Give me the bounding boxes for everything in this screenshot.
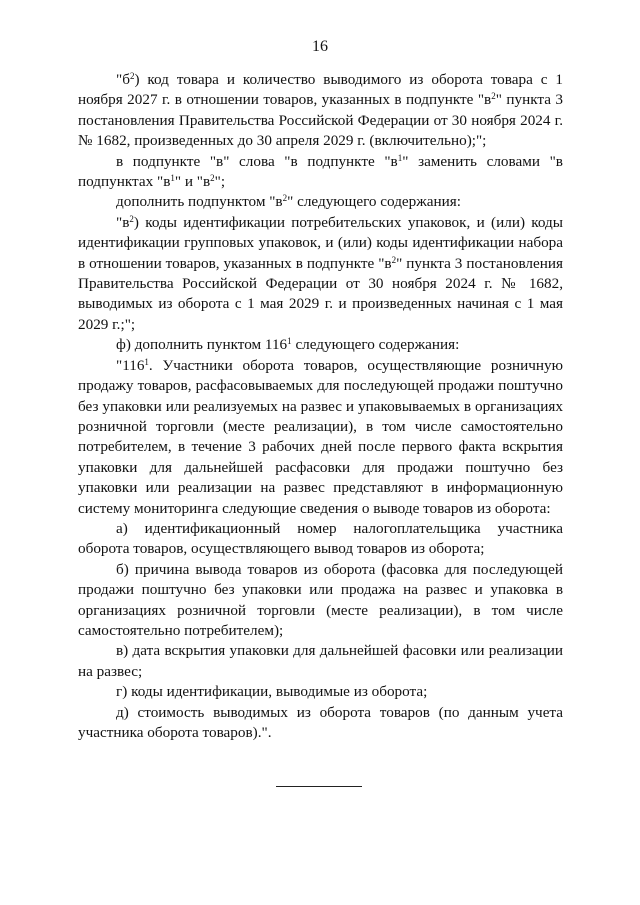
text-run: дополнить подпунктом "в — [116, 193, 283, 211]
superscript: 2 — [210, 173, 215, 184]
paragraph-a — [78, 519, 563, 560]
superscript: 2 — [491, 91, 496, 102]
superscript: 1 — [144, 356, 149, 367]
paragraph-add-v2 — [78, 192, 563, 212]
paragraph-v — [78, 641, 563, 682]
text-run: б) причина вывода товаров из оборота (фасовка для последующей продажи поштучно без упаковки или продажа на развес и упаковка в организациях розничной торговли (месте реализации), в том числе самостоятельно потребителем); — [78, 560, 563, 639]
paragraph-v2 — [78, 213, 563, 335]
paragraph-b2 — [78, 70, 563, 152]
superscript: 2 — [129, 71, 135, 81]
text-run: в) дата вскрытия упаковки для дальнейшей фасовки или реализации на развес; — [78, 642, 563, 680]
text-run: " пункта 3 постановления Правительства Российской Федерации от 30 ноября 2024 г. № 1682, выводимых из оборота с 1 мая 2029 г. и произведенных начиная с 1 мая 2029 г.;"; — [78, 254, 563, 333]
text-run: "в — [116, 213, 130, 231]
superscript: 1 — [287, 336, 292, 347]
paragraph-d — [78, 703, 563, 744]
text-run: д) стоимость выводимых из оборота товаров (по данным учета участника оборота товаров).". — [78, 703, 563, 741]
superscript: 2 — [391, 254, 397, 265]
closing-separator-line — [276, 786, 362, 787]
paragraph-g — [78, 682, 563, 702]
paragraph-v-replace — [78, 152, 563, 193]
text-run: " заменить словами "в подпунктах "в — [78, 152, 563, 191]
text-run: "б — [116, 71, 130, 88]
text-run: в подпункте "в" слова "в подпункте "в — [116, 152, 398, 170]
text-run: . Участники оборота товаров, осуществляющие розничную продажу товаров, расфасовываемых для последующей продажи поштучно без упаковки или реализуемых на развес и упаковываемых в организациях розничной торговли (месте реализации), в том числе самостоятельно потребителем, в течение 3 рабочих дней после первого факта вскрытия упаковки для дальнейшей расфасовки для продажи поштучно без упаковки или реализации на развес представляют в информационную систему мониторинга следующие сведения о выводе товаров из оборота: — [78, 356, 563, 517]
text-run: следующего содержания: — [291, 336, 460, 354]
superscript: 1 — [397, 152, 403, 163]
text-run: " пункта 3 постановления Правительства Российской Федерации от 30 ноября 2024 г. № 1682, произведенных до 30 апреля 2029 г. (включительно);"; — [78, 91, 563, 150]
text-run: ) коды идентификации потребительских упаковок, и (или) коды идентификации групповых упаковок, и (или) коды идентификации набора в отношении товаров, указанных в подпункте "в — [78, 213, 563, 272]
superscript: 2 — [282, 193, 288, 204]
document-body — [78, 70, 563, 743]
superscript: 2 — [129, 213, 134, 224]
text-run: "; — [214, 173, 226, 191]
text-run: а) идентификационный номер налогоплательщика участника оборота товаров, осуществляющего вывод товаров из оборота; — [78, 519, 563, 558]
paragraph-b — [78, 560, 563, 642]
text-run: " и "в — [174, 173, 211, 191]
text-run: г) коды идентификации, выводимые из оборота; — [116, 683, 428, 701]
text-run: ) код товара и количество выводимого из оборота товара с 1 ноября 2027 г. в отношении товаров, указанных в подпункте "в — [78, 71, 563, 109]
text-run: " следующего содержания: — [287, 193, 461, 211]
text-run: ф) дополнить пунктом 116 — [116, 336, 288, 354]
text-run: "116 — [116, 356, 145, 374]
paragraph-p116-1 — [78, 356, 563, 519]
page-number: 16 — [312, 38, 328, 55]
paragraph-f — [78, 335, 563, 355]
superscript: 1 — [170, 173, 175, 184]
